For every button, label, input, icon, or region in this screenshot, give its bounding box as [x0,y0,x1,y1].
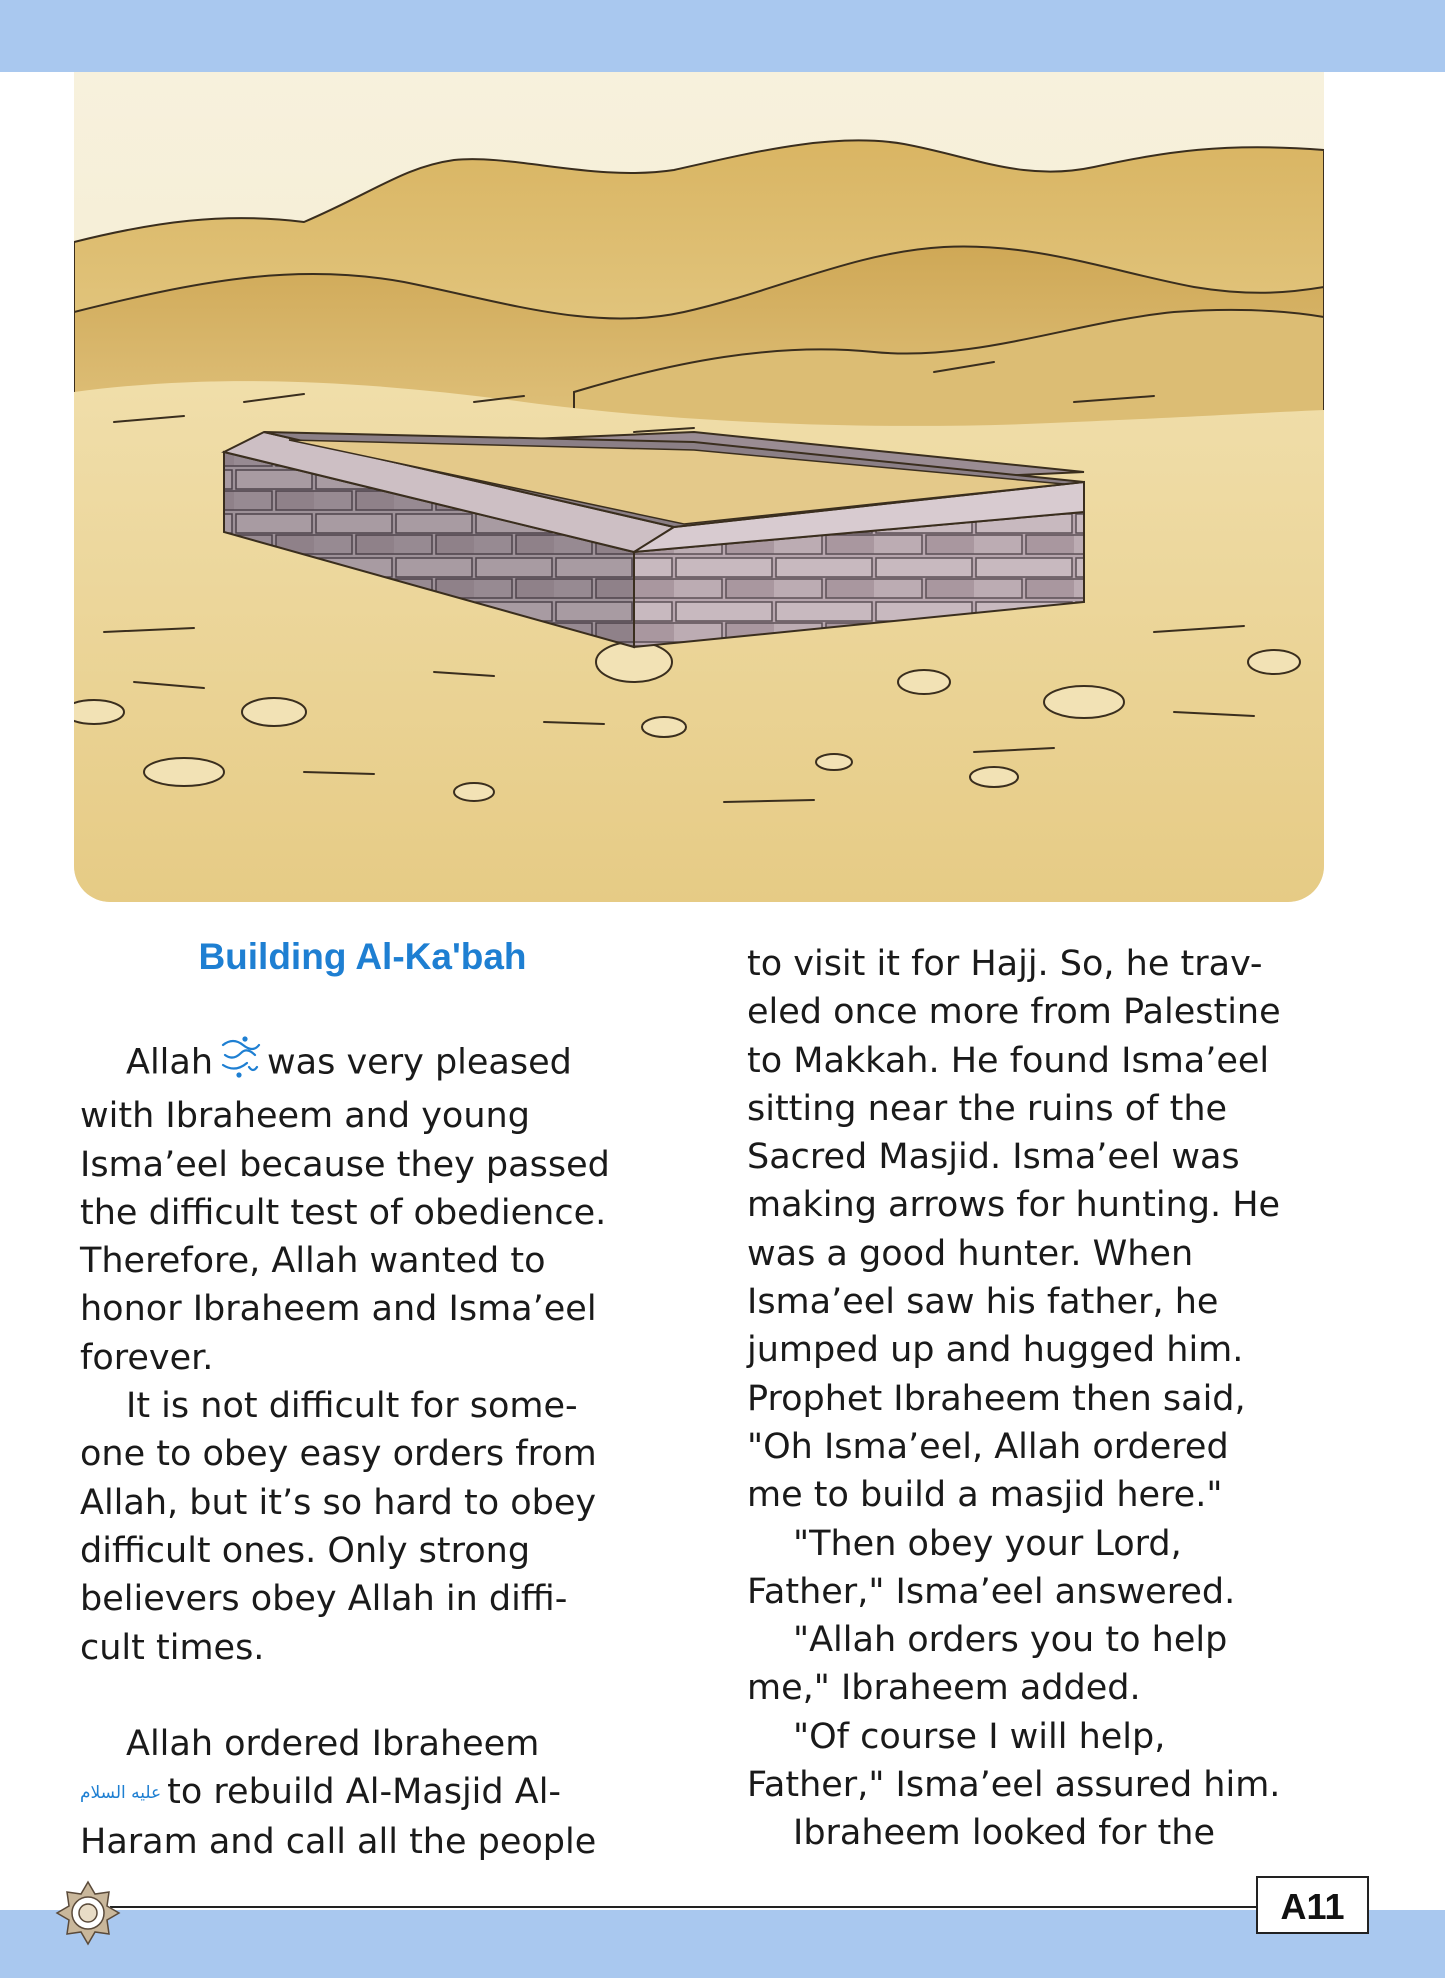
section-heading: Building Al-Ka'bah [198,936,527,977]
right-text-column [747,940,1347,1858]
left-text-column [80,1035,680,1866]
paragraph-line: Father," Isma’eel answered. [747,1571,1236,1612]
paragraph-line: cult times. [80,1627,265,1668]
paragraph-line: making arrows for hunting. He [747,1185,1281,1226]
paragraph-line: عليه السلام to rebuild Al-Masjid Al- [80,1772,562,1813]
paragraph-spacer [80,1672,680,1720]
subhanahu-honorific-icon [219,1035,261,1092]
paragraph-line: Therefore, Allah wanted to [80,1241,546,1282]
paragraph-line: me," Ibraheem added. [747,1668,1141,1709]
paragraph-line: Prophet Ibraheem then said, [747,1378,1246,1419]
paragraph-line: difficult ones. Only strong [80,1530,531,1571]
paragraph-line: forever. [80,1337,214,1378]
paragraph-line: sitting near the ruins of the [747,1088,1228,1129]
paragraph-line: to Makkah. He found Isma’eel [747,1040,1270,1081]
paragraph-line: believers obey Allah in diffi- [80,1579,568,1620]
paragraph-line: Haram and call all the people [80,1821,597,1862]
kaabah-foundation-illustration [74,72,1324,902]
page-number: A11 [1256,1876,1369,1934]
paragraph-line: Sacred Masjid. Isma’eel was [747,1137,1240,1178]
paragraph-line: It is not difficult for some- [126,1386,578,1427]
paragraph-line: Father," Isma’eel assured him. [747,1765,1281,1806]
paragraph-line: "Allah orders you to help [793,1620,1228,1661]
paragraph-line: Allah ordered Ibraheem [126,1724,540,1765]
paragraph-line: Allah was very pleased [80,1035,680,1092]
alayhi-salam-honorific: عليه السلام [80,1783,162,1804]
bottom-color-band [0,1910,1445,1978]
paragraph-line: Isma’eel saw his father, he [747,1282,1219,1323]
paragraph-line: was a good hunter. When [747,1233,1194,1274]
footer-ornament-icon [55,1880,121,1946]
paragraph-line: "Of course I will help, [793,1716,1166,1757]
paragraph-line: jumped up and hugged him. [747,1330,1244,1371]
paragraph-line: to visit it for Hajj. So, he trav- [747,944,1263,984]
paragraph-line: the difficult test of obedience. [80,1192,607,1233]
footer-rule [110,1906,1260,1908]
top-color-band [0,0,1445,72]
paragraph-line: Ibraheem looked for the [793,1813,1215,1854]
paragraph-line: one to obey easy orders from [80,1434,597,1475]
paragraph-line: eled once more from Palestine [747,992,1281,1033]
paragraph-line: Allah, but it’s so hard to obey [80,1482,597,1523]
paragraph-line: Isma’eel because they passed [80,1144,610,1185]
paragraph-line: me to build a masjid here." [747,1475,1223,1516]
paragraph-line: with Ibraheem and young [80,1096,530,1137]
paragraph-line: "Oh Isma’eel, Allah ordered [747,1426,1229,1467]
paragraph-line: honor Ibraheem and Isma’eel [80,1289,597,1330]
paragraph-line: "Then obey your Lord, [793,1523,1182,1564]
